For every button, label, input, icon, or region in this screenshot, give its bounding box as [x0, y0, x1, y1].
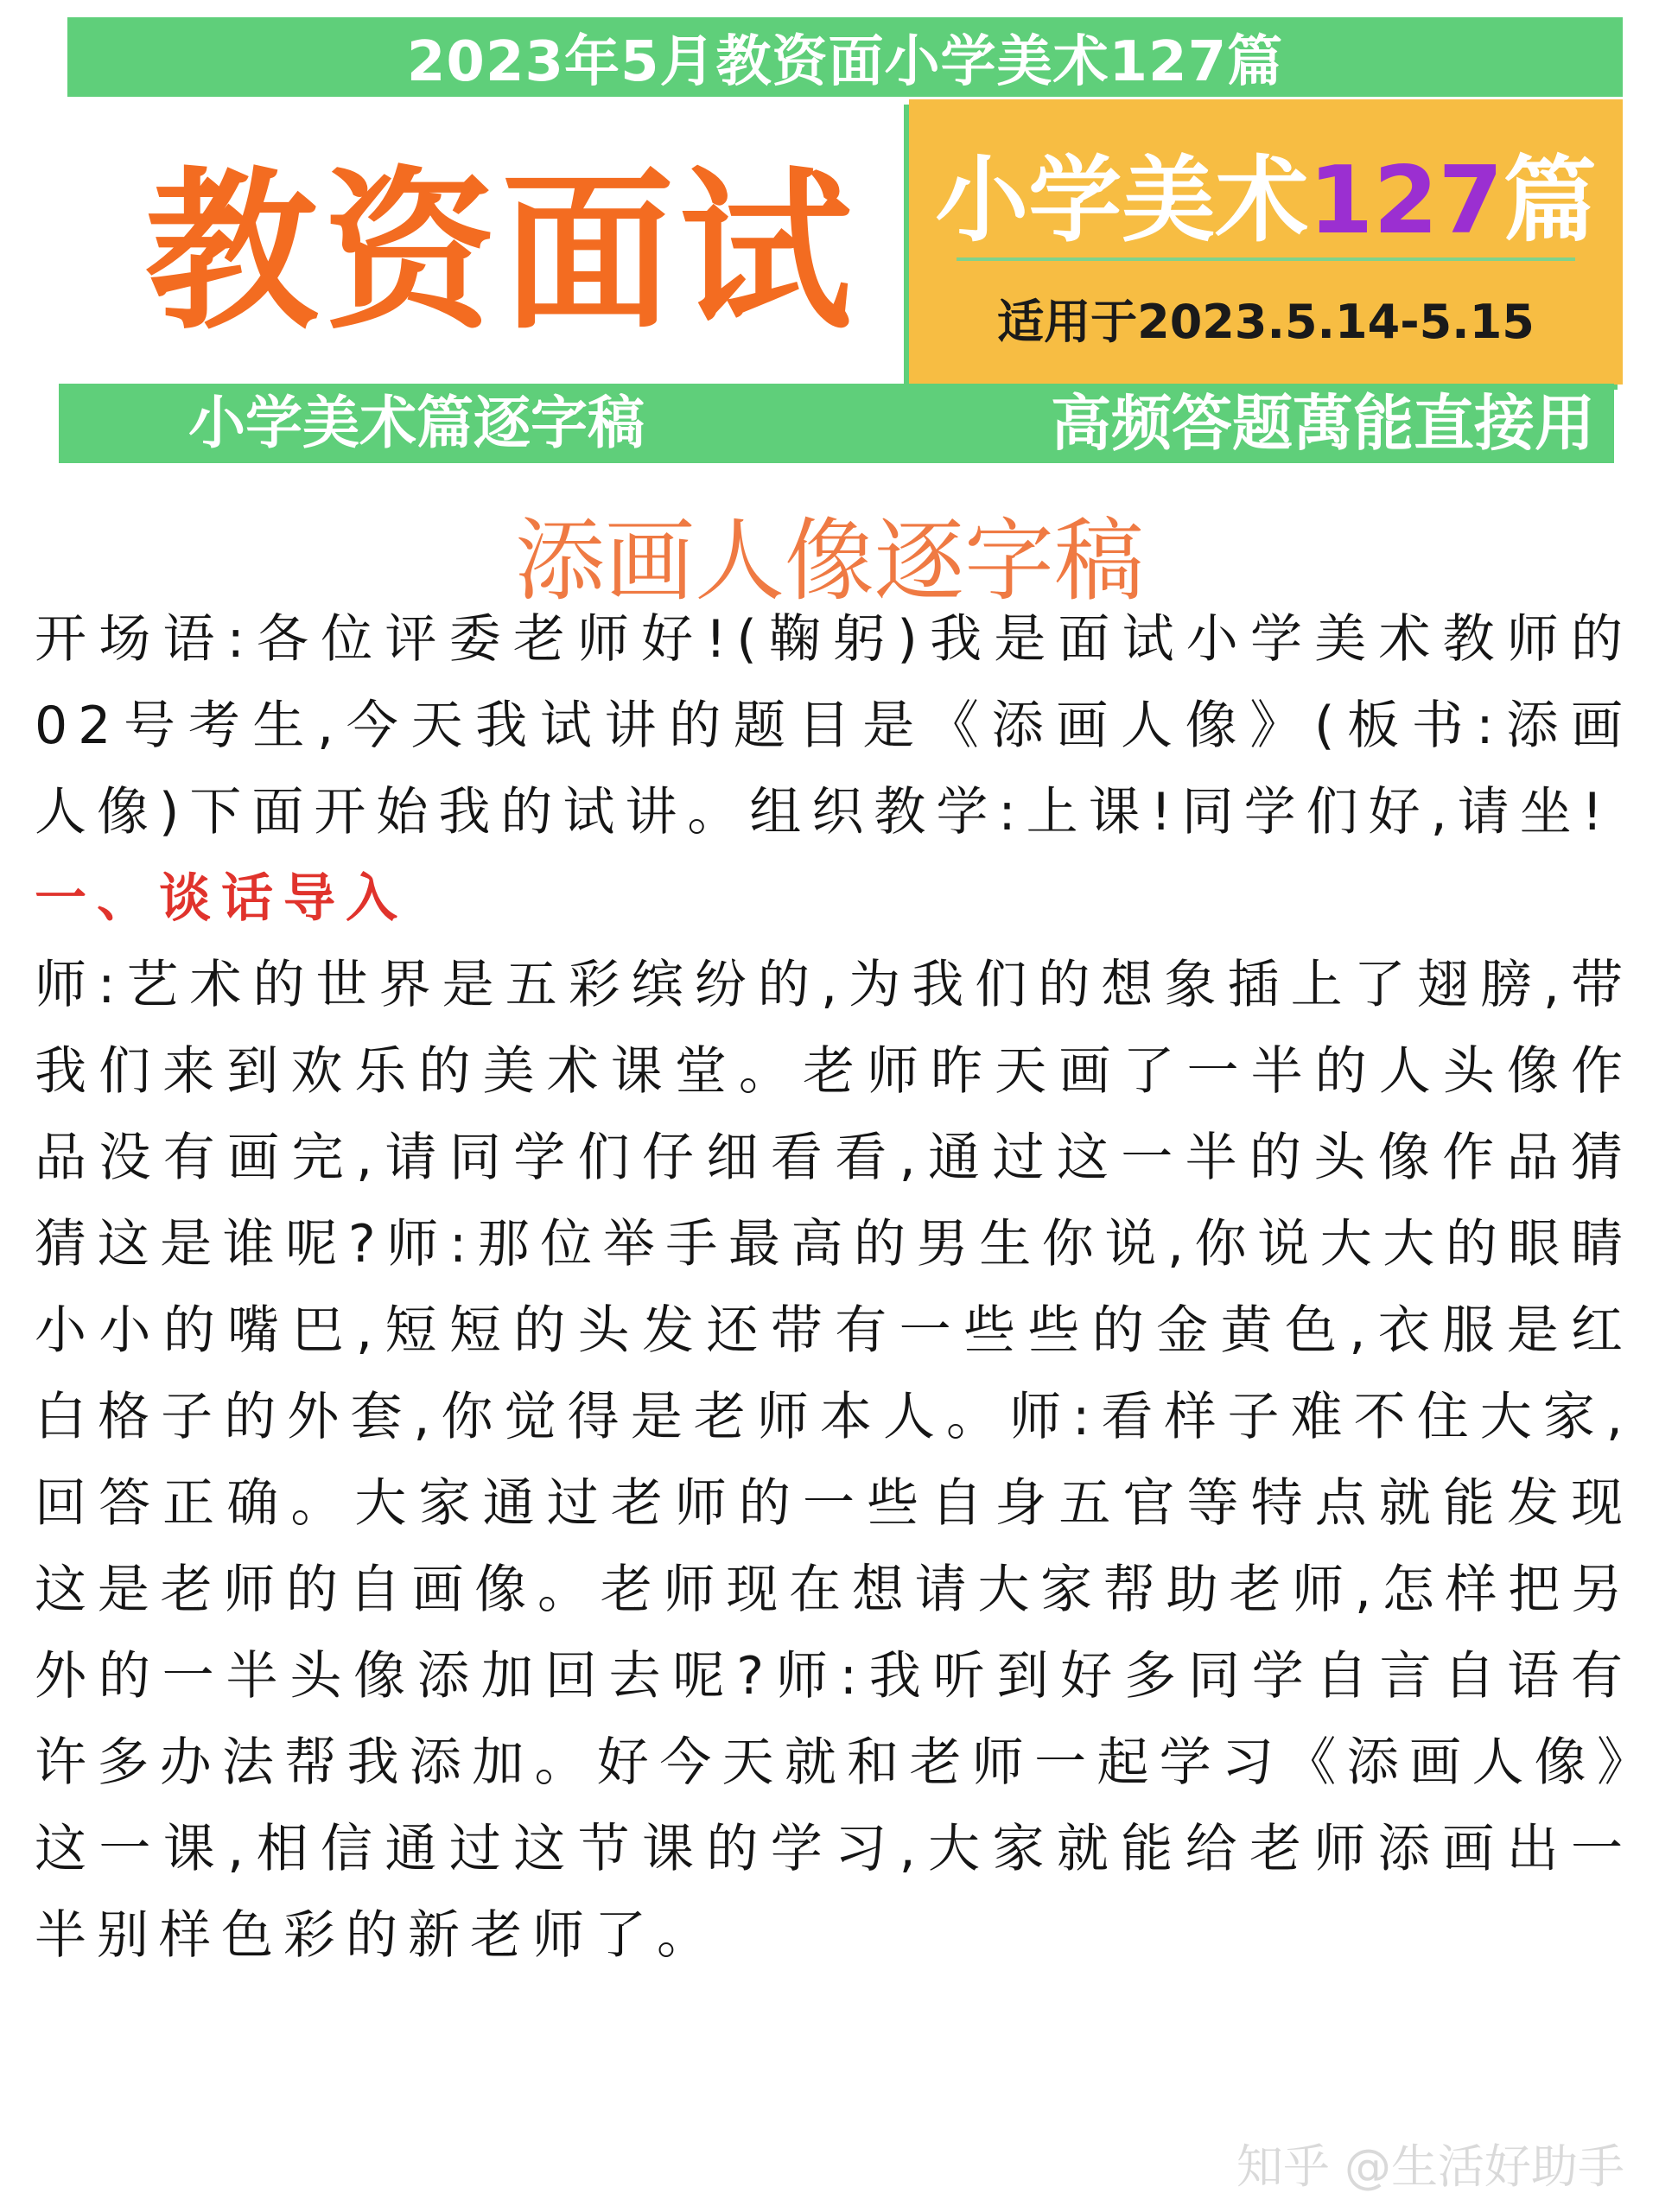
top-banner-text: 2023年5月教资面小学美术127篇 [406, 30, 1284, 94]
document-title: 添画人像逐字稿 [514, 508, 1144, 613]
document-body [35, 596, 1633, 1979]
subject-heading [909, 125, 1623, 259]
section-heading: 一、谈话导入 [35, 868, 408, 929]
main-title: 教资面试 [144, 151, 857, 353]
subject-divider [957, 257, 1575, 261]
subject-unit: 篇 [1503, 147, 1597, 255]
subject-box [909, 99, 1623, 385]
watermark: 知乎 @生活好助手 [1236, 2139, 1624, 2194]
subject-text: 小学美术 [935, 147, 1309, 255]
top-banner [67, 17, 1623, 97]
subject-count: 127 [1308, 147, 1503, 255]
bottom-banner [59, 384, 1614, 463]
section-paragraph: 师:艺术的世界是五彩缤纷的,为我们的想象插上了翅膀,带我们来到欢乐的美术课堂。老师昨天画了一半的人头像作品没有画完,请同学们仔细看看,通过这一半的头像作品猜猜这是谁呢?师:那位举手最高的男生你说,你说大大的眼睛小小的嘴巴,短短的头发还带有一些些的金黄色,衣服是红白格子的外套,你觉得是老师本人。师:看样子难不住大家,回答正确。大家通过老师的一些自身五官等特点就能发现这是老师的自画像。老师现在想请大家帮助老师,怎样把另外的一半头像添加回去呢?师:我听到好多同学自言自语有许多办法帮我添加。好今天就和老师一起学习《添画人像》这一课,相信通过这节课的学习,大家就能给老师添画出一半别样色彩的新老师了。 [35, 955, 1633, 1966]
date-range: 适用于2023.5.14-5.15 [997, 295, 1535, 349]
bottom-banner-left: 小学美术篇逐字稿 [188, 390, 645, 456]
intro-paragraph: 开场语:各位评委老师好!(鞠躬)我是面试小学美术教师的02号考生,今天我试讲的题目是《添画人像》(板书:添画人像)下面开始我的试讲。组织教学:上课!同学们好,请坐! [35, 609, 1633, 842]
bottom-banner-right: 高频答题萬能直接用 [1051, 388, 1595, 459]
